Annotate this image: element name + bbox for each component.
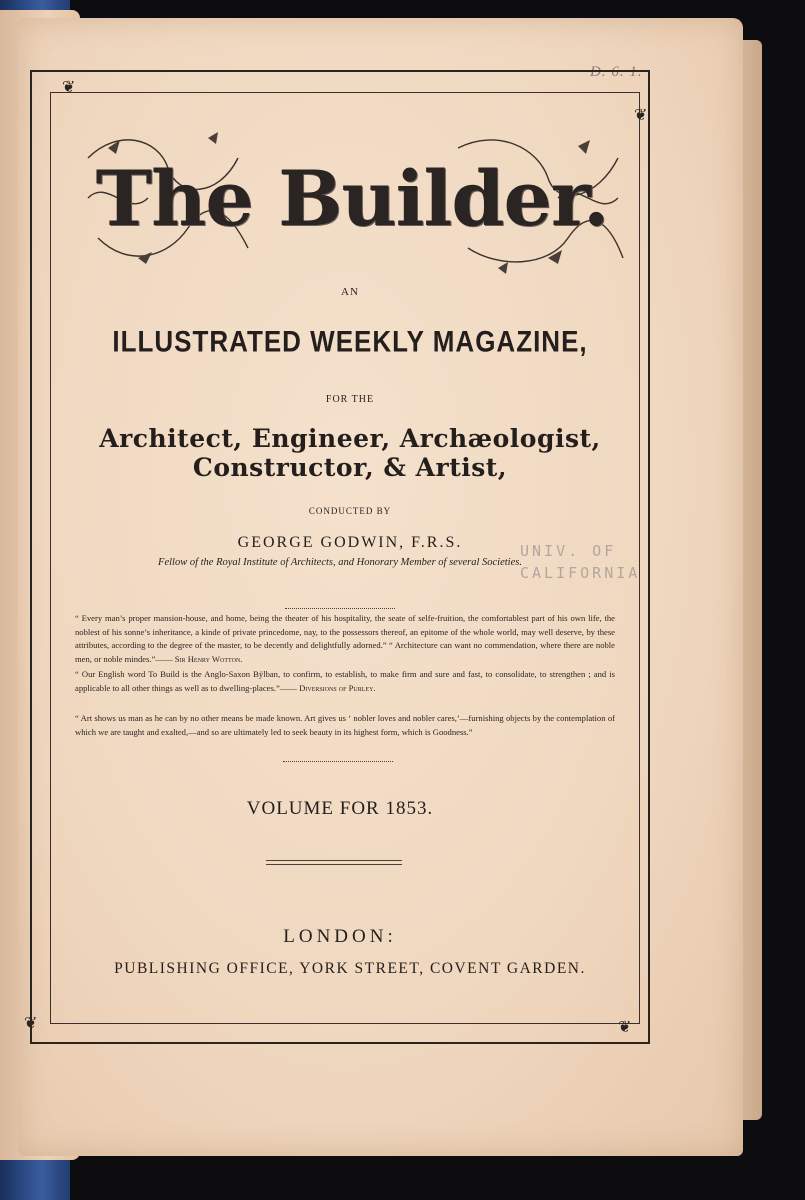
subtitle: ILLUSTRATED WEEKLY MAGAZINE,: [112, 323, 588, 359]
for-the-label: FOR THE: [325, 394, 375, 405]
epigraph-quote: [75, 712, 615, 739]
fleuron-corner-icon: ❦: [634, 107, 648, 124]
perforated-library-stamp: [520, 540, 650, 584]
quote-attribution: Sir Henry Wotton.: [174, 653, 243, 664]
handwritten-shelfmark: D. 6. 1.: [590, 64, 643, 80]
imprint-publisher: PUBLISHING OFFICE, YORK STREET, COVENT GARDEN.: [114, 960, 586, 977]
fleuron-corner-icon: ❦: [62, 79, 76, 96]
conducted-by-label: CONDUCTED BY: [308, 506, 392, 516]
masthead: [78, 118, 626, 278]
ornamental-rule: [283, 761, 393, 762]
masthead-title: The Builder.: [95, 153, 609, 243]
an-label: AN: [341, 286, 359, 298]
quote-attribution: Diversions of Purley.: [299, 682, 376, 693]
epigraph-quote: [75, 612, 615, 666]
fleuron-corner-icon: ❦: [24, 1015, 38, 1032]
epigraph-quote: [75, 668, 615, 695]
fleuron-corner-icon: ❦: [618, 1019, 632, 1036]
quote-text: “ Art shows us man as he can by no other means be made known. Art gives us ‘ nobler loves and nobler cares,’—furnishing objects by the contemplation of which we are taught and exalted,—and so are ultimately led to seek beauty in its highest form, which is Goodness.”: [75, 713, 615, 737]
double-rule: [266, 860, 402, 861]
stamp-line: UNIV. OF: [520, 542, 617, 560]
professions-line: Architect, Engineer, Archæologist, Constructor, & Artist,: [99, 424, 601, 482]
double-rule: [266, 864, 402, 865]
stamp-line: CALIFORNIA: [520, 564, 641, 582]
quote-text: “ Every man’s proper mansion-house, and home, being the theater of his hospitality, the seate of selfe-fruition, the comfortablest part of his own life, the noblest of his sonne’s inheritance, a kinde of private princedome, nay, to the possessors thereof, an epitome of the whole world, may well deserve, by these attributes, according to the degree of the master, to be decently and delightfully adorned.” “ Architecture can want no commendation, where there are noble men, or noble mindes.”——: [75, 613, 615, 664]
editor-name: GEORGE GODWIN, F.R.S.: [237, 534, 463, 551]
editor-credentials: Fellow of the Royal Institute of Architects, and Honorary Member of several Societies.: [158, 557, 522, 568]
imprint-city: LONDON:: [283, 926, 397, 947]
quote-text: “ Our English word To Build is the Anglo-Saxon Bÿlban, to confirm, to establish, to make firm and sure and fast, to consolidate, to strengthen ; and is applicable to all other things as well as to dwelling-places.”——: [75, 669, 615, 693]
ornamental-rule: [285, 608, 395, 609]
volume-label: VOLUME FOR 1853.: [246, 798, 434, 819]
